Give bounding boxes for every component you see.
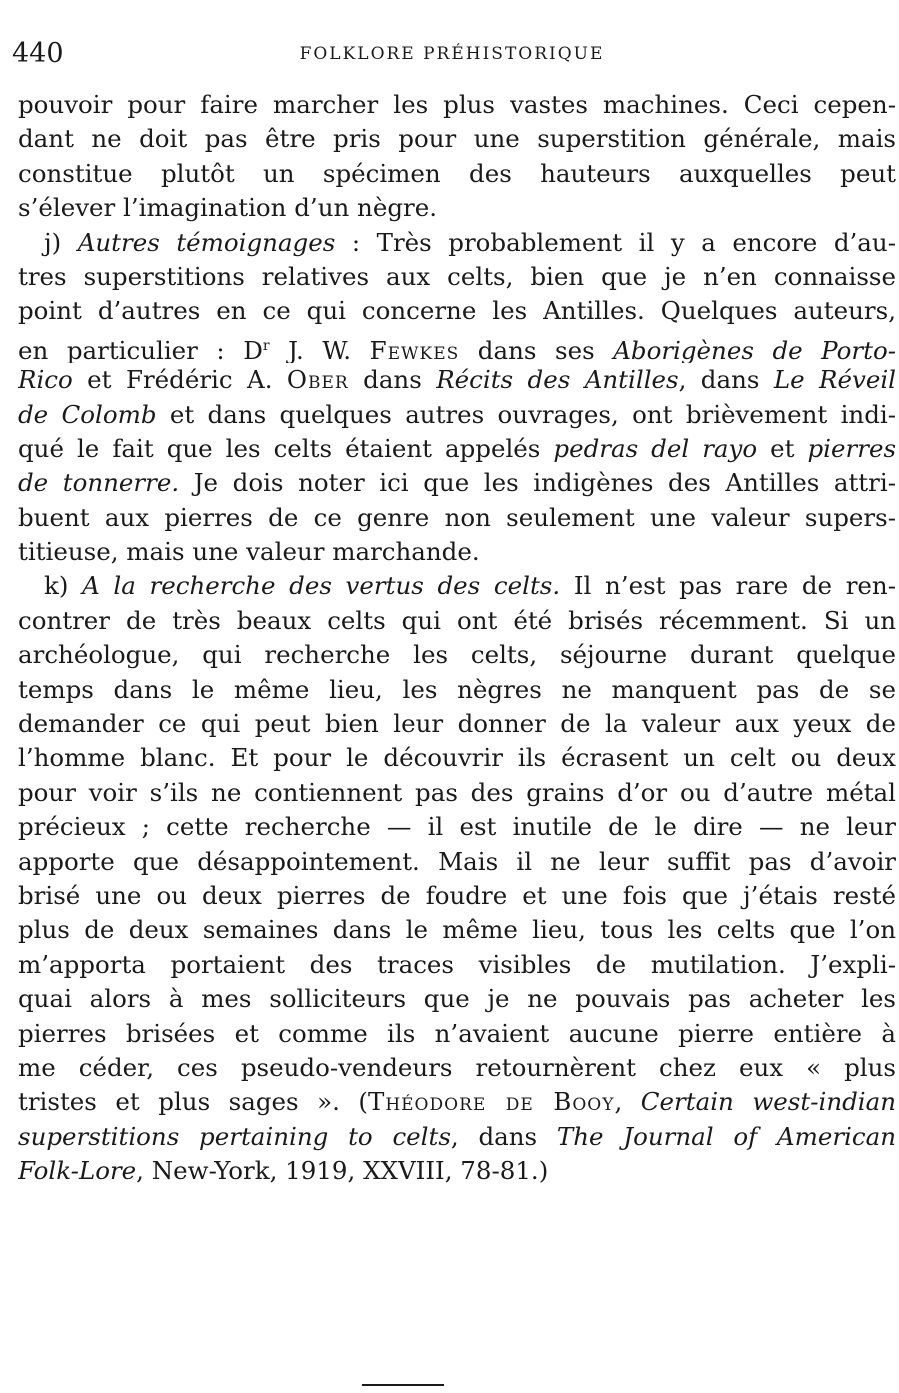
- text-line: l’homme blanc. Et pour le découvrir ils écrasent un celt ou deux: [18, 743, 896, 773]
- text-line: constitue plutôt un spécimen des hauteurs auxquelles peut: [18, 158, 896, 188]
- text-line: en particulier : $D^r$ J. W. Fewkes dans ses Aborigènes de Porto-: [18, 335, 896, 364]
- text-line: précieux ; cette recherche — il est inutile de le dire — ne leur: [18, 812, 896, 842]
- page-number: 440: [12, 38, 64, 69]
- text-line: Rico et Frédéric A. Ober dans Récits des Antilles, dans Le Réveil: [18, 365, 896, 395]
- running-title: FOLKLORE PRÉHISTORIQUE: [299, 44, 605, 64]
- text-line: de tonnerre. Je dois noter ici que les indigènes des Antilles attri-: [18, 468, 896, 498]
- author-name: Théodore de Booy: [367, 1087, 615, 1117]
- text-line: tristes et plus sages ». (Théodore de Booy, Certain west-indian: [18, 1087, 896, 1117]
- text-line: titieuse, mais une valeur marchande.: [18, 537, 480, 567]
- text-line: dant ne doit pas être pris pour une superstition générale, mais: [18, 124, 896, 154]
- text-line: de Colomb et dans quelques autres ouvrages, ont brièvement indi-: [18, 399, 896, 429]
- body-text: [18, 88, 896, 1189]
- text-line: apporte que désappointement. Mais il ne leur suffit pas d’avoir: [18, 846, 896, 876]
- text-line: point d’autres en ce qui concerne les Antilles. Quelques auteurs,: [18, 296, 896, 326]
- author-name: Ober: [286, 365, 349, 395]
- text-line: tres superstitions relatives aux celts, bien que je n’en connaisse: [18, 261, 896, 291]
- page-header: [12, 38, 892, 78]
- text-line: Folk-Lore, New-York, 1919, XXVIII, 78-81.): [18, 1156, 549, 1186]
- text-line: brisé une ou deux pierres de foudre et une fois que j’étais resté: [18, 880, 896, 910]
- section-divider-rule: [362, 1384, 444, 1386]
- section-heading-k: A la recherche des vertus des celts.: [82, 571, 561, 601]
- text-line: j) Autres témoignages : Très probablement il y a encore d’au-: [44, 227, 896, 257]
- text-line: quai alors à mes solliciteurs que je ne pouvais pas acheter les: [18, 984, 896, 1014]
- text-line: me céder, ces pseudo-vendeurs retournèrent chez eux « plus: [18, 1052, 896, 1082]
- text-line: demander ce qui peut bien leur donner de la valeur aux yeux de: [18, 709, 896, 739]
- text-line: buent aux pierres de ce genre non seulement une valeur supers-: [18, 502, 896, 532]
- text-line: archéologue, qui recherche les celts, séjourne durant quelque: [18, 640, 896, 670]
- text-line: m’apporta portaient des traces visibles de mutilation. J’expli-: [18, 949, 896, 979]
- author-name: Fewkes: [369, 335, 460, 364]
- section-heading-j: Autres témoignages: [77, 227, 336, 257]
- text-line: contrer de très beaux celts qui ont été brisés récemment. Si un: [18, 605, 896, 635]
- text-line: qué le fait que les celts étaient appelés pedras del rayo et pierres: [18, 433, 896, 463]
- text-line: pouvoir pour faire marcher les plus vastes machines. Ceci cepen-: [18, 90, 896, 119]
- text-line: pour voir s’ils ne contiennent pas des grains d’or ou d’autre métal: [18, 777, 896, 807]
- text-line: s’élever l’imagination d’un nègre.: [18, 193, 438, 223]
- text-line: k) A la recherche des vertus des celts. Il n’est pas rare de ren-: [44, 571, 896, 601]
- text-line: pierres brisées et comme ils n’avaient aucune pierre entière à: [18, 1018, 896, 1048]
- text-line: plus de deux semaines dans le même lieu, tous les celts que l’on: [18, 915, 896, 945]
- text-line: temps dans le même lieu, les nègres ne manquent pas de se: [18, 674, 896, 704]
- text-line: superstitions pertaining to celts, dans The Journal of American: [18, 1121, 896, 1151]
